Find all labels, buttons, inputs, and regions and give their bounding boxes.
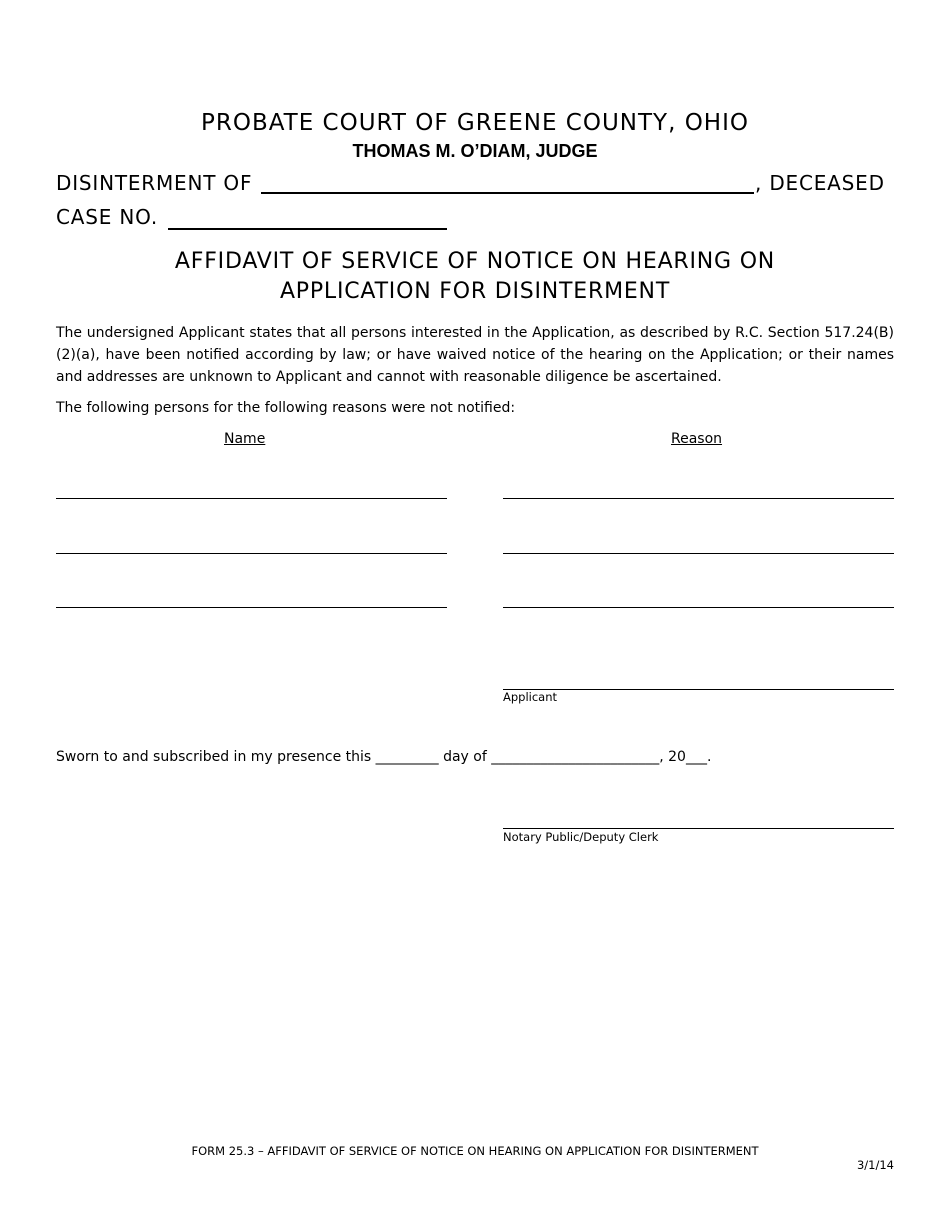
not-notified-intro: The following persons for the following reasons were not notified: — [56, 400, 516, 416]
reason-field-2[interactable] — [503, 553, 894, 554]
judge-name: THOMAS M. O’DIAM, JUDGE — [352, 141, 598, 161]
applicant-statement: The undersigned Applicant states that all persons interested in the Application, as described by R.C. Section 517.24(B)(2)(a), have been notified according by law; or have waived notice of the hearing on the Application; or their names and addresses are unknown to Applicant and cannot with reasonable diligence be ascertained. — [56, 325, 894, 385]
name-field-3[interactable] — [56, 607, 447, 608]
form-title-line-1: AFFIDAVIT OF SERVICE OF NOTICE ON HEARING ON — [174, 249, 776, 274]
disinterment-label: DISINTERMENT OF — [56, 171, 253, 195]
name-field-1[interactable] — [56, 498, 447, 499]
notary-label: Notary Public/Deputy Clerk — [503, 830, 659, 844]
deceased-label: , DECEASED — [755, 171, 885, 195]
revision-date: 3/1/14 — [856, 1158, 894, 1172]
reason-field-1[interactable] — [503, 498, 894, 499]
court-name: PROBATE COURT OF GREENE COUNTY, OHIO — [200, 110, 749, 136]
reason-column-header: Reason — [671, 431, 723, 447]
notary-signature-line[interactable] — [503, 828, 894, 829]
form-title-line-2: APPLICATION FOR DISINTERMENT — [279, 279, 671, 304]
sworn-statement: Sworn to and subscribed in my presence this _________ day of ________________________, 20___. — [56, 749, 712, 765]
case-number-field[interactable] — [168, 228, 447, 230]
applicant-signature-line[interactable] — [503, 689, 894, 690]
applicant-label: Applicant — [503, 690, 558, 704]
name-field-2[interactable] — [56, 553, 447, 554]
name-column-header: Name — [224, 431, 266, 447]
decedent-name-field[interactable] — [261, 192, 754, 194]
reason-field-3[interactable] — [503, 607, 894, 608]
case-number-label: CASE NO. — [56, 205, 158, 229]
footer-form-title: FORM 25.3 – AFFIDAVIT OF SERVICE OF NOTICE ON HEARING ON APPLICATION FOR DISINTERMENT — [191, 1144, 759, 1158]
